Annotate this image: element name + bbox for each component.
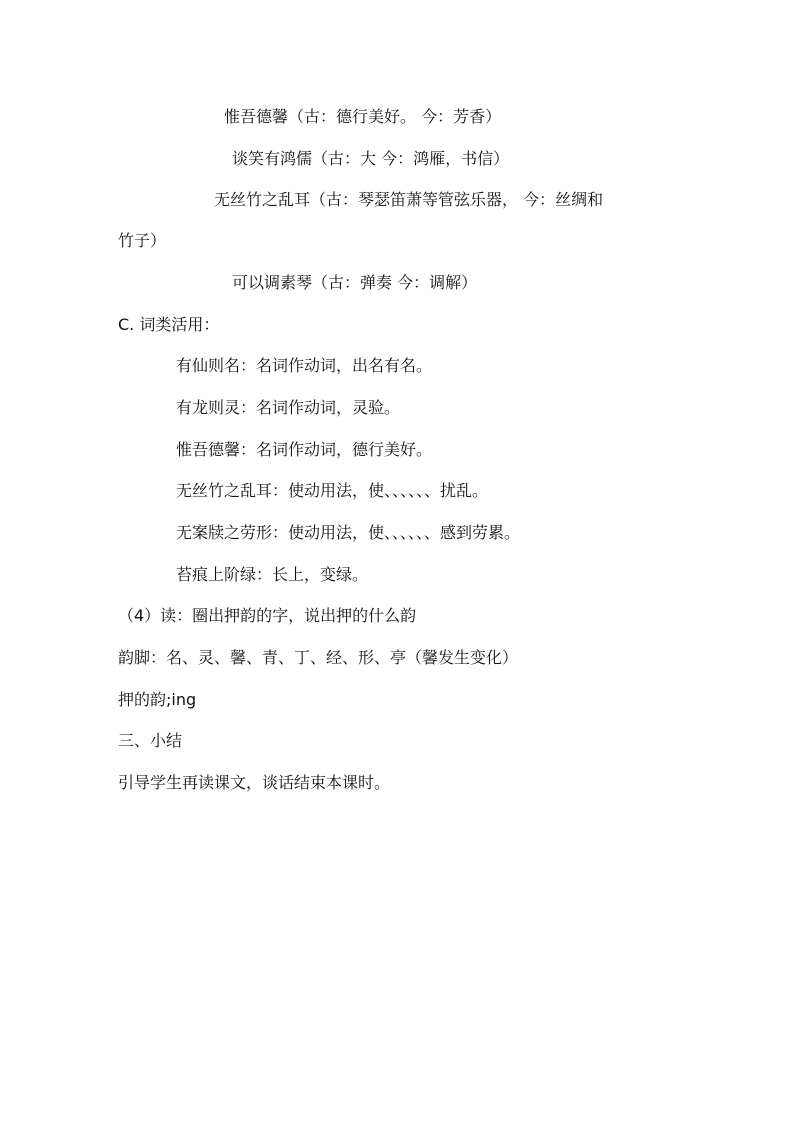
text-line-wusizhu-gujin-continued: 竹子） bbox=[118, 231, 167, 250]
rhyme-sound-line: 押的韵;ing bbox=[118, 690, 197, 709]
list-item: 有仙则名：名词作动词，出名有名。 bbox=[176, 356, 433, 375]
section-heading-summary: 三、小结 bbox=[118, 731, 183, 750]
text-line-wusizhu-gujin: 无丝竹之乱耳（古：琴瑟笛萧等管弦乐器， 今：丝绸和 bbox=[214, 190, 604, 209]
text-line-tanxiaoyouhongru-gujin: 谈笑有鸿儒（古：大 今：鸿雁，书信） bbox=[232, 149, 510, 168]
list-item: 无案牍之劳形：使动用法，使、、、、、、感到劳累。 bbox=[176, 523, 521, 542]
list-item: 无丝竹之乱耳：使动用法，使、、、、、、扰乱。 bbox=[176, 481, 489, 500]
text-line-weiwudexin-gujin: 惟吾德馨（古：德行美好。 今：芳香） bbox=[224, 107, 502, 126]
section-heading-word-class-shift: C. 词类活用： bbox=[118, 315, 220, 334]
reading-task-line: （4）读：圈出押韵的字，说出押的什么韵 bbox=[118, 606, 417, 625]
list-item: 有龙则灵：名词作动词，灵验。 bbox=[176, 398, 401, 417]
list-item: 苔痕上阶绿：长上，变绿。 bbox=[176, 565, 369, 584]
summary-text-line: 引导学生再读课文，谈话结束本课时。 bbox=[118, 773, 391, 792]
rhyme-words-line: 韵脚：名、灵、馨、青、丁、经、形、亭（馨发生变化） bbox=[118, 648, 519, 667]
list-item: 惟吾德馨：名词作动词，德行美好。 bbox=[176, 440, 433, 459]
text-line-keyitiaosuqin-gujin: 可以调素琴（古：弹奏 今：调解） bbox=[232, 273, 478, 292]
